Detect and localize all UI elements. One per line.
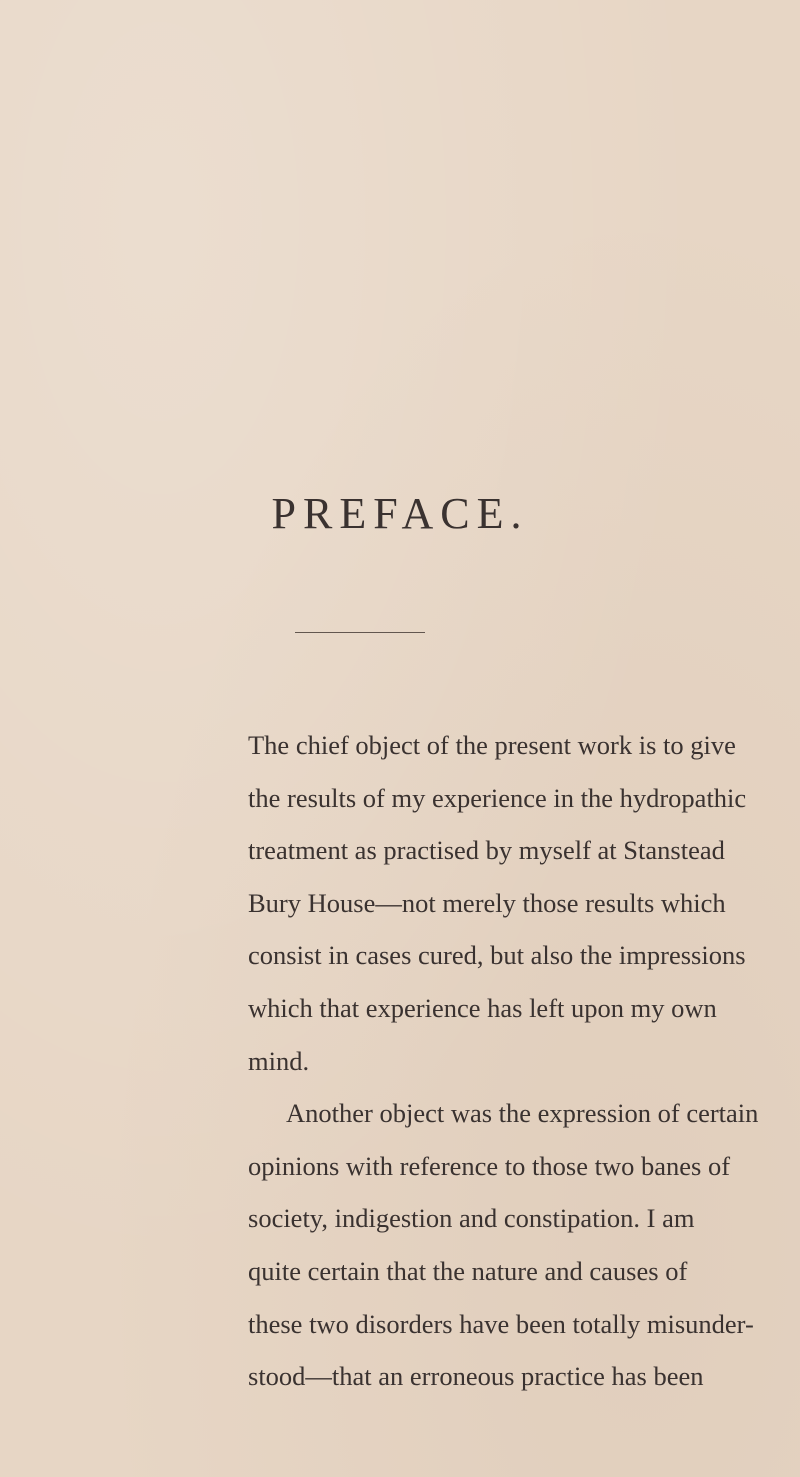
text-line: quite certain that the nature and causes of xyxy=(248,1255,688,1286)
page-title: PREFACE. xyxy=(271,489,529,538)
text-line: the results of my experience in the hydropathic xyxy=(248,782,747,813)
text-line: Bury House—not merely those results which xyxy=(248,887,726,918)
text-line: these two disorders have been totally misunder- xyxy=(248,1308,754,1339)
text-line: which that experience has left upon my own xyxy=(248,992,717,1023)
preface-body xyxy=(248,719,759,1403)
text-line: treatment as practised by myself at Stanstead xyxy=(248,835,725,866)
title-rule xyxy=(295,632,425,633)
paragraph-1 xyxy=(248,719,747,1087)
text-line: mind. xyxy=(248,1045,310,1076)
text-line: stood—that an erroneous practice has been xyxy=(248,1361,704,1392)
text-line: Another object was the expression of certain xyxy=(286,1098,759,1129)
text-line: opinions with reference to those two banes of xyxy=(248,1150,731,1181)
text-line: The chief object of the present work is to give xyxy=(248,730,736,760)
text-line: society, indigestion and constipation. I am xyxy=(248,1203,695,1234)
text-line: consist in cases cured, but also the impressions xyxy=(248,940,746,971)
paragraph-2 xyxy=(248,1087,759,1403)
